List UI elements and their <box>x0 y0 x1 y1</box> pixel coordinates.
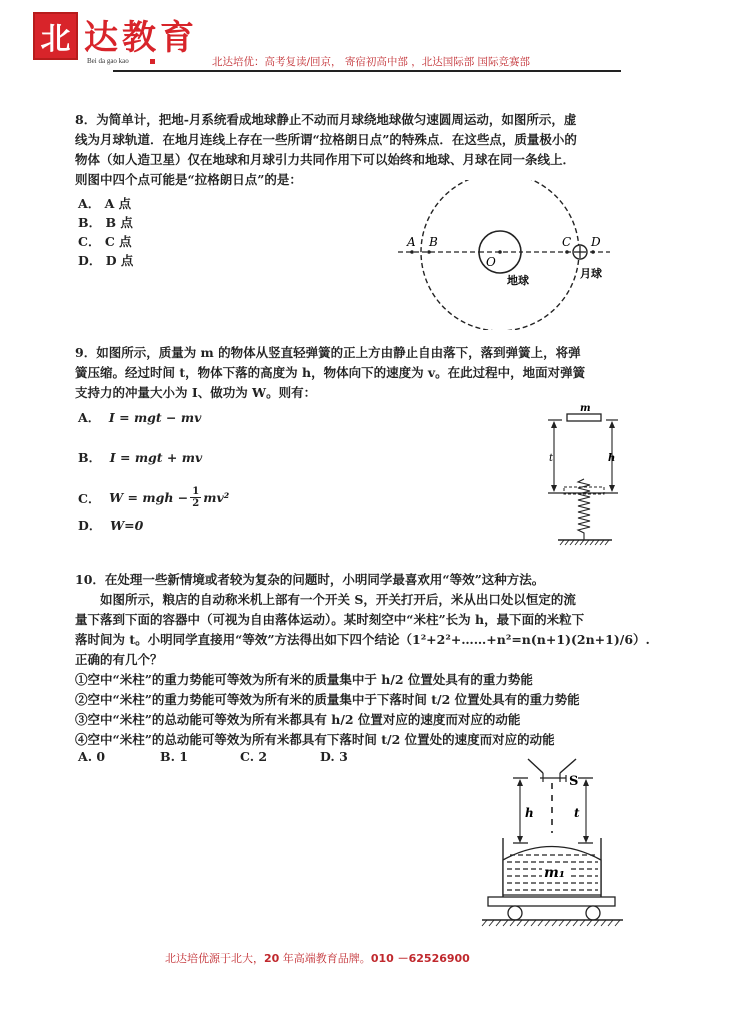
arrow-h-head-down <box>609 485 615 492</box>
q10-line: 量下落到下面的容器中（可视为自由落体运动）。某时刻空中“米柱”长为 h，最下面的米粒下 <box>75 612 585 627</box>
footer-text: 北达培优源于北大， <box>165 952 264 965</box>
option-text: C 点 <box>104 234 132 249</box>
label-o: O <box>486 255 496 269</box>
arrow-t-head-down <box>551 485 557 492</box>
q9-option-c <box>78 486 229 509</box>
cart-wheel-right <box>586 906 600 920</box>
label-m1: m₁ <box>544 865 565 881</box>
q9-option-d <box>78 516 143 534</box>
logo-dot <box>150 59 155 64</box>
cart-wheel-left <box>508 906 522 920</box>
option-text-post: mv² <box>203 490 230 505</box>
option-text: B 点 <box>105 215 133 230</box>
q8-line: 物体（如人造卫星）仅在地球和月球引力共同作用下可以始终和地球、月球在同一条线上． <box>75 152 576 167</box>
fraction <box>190 486 201 509</box>
footer-years: 20 <box>264 952 280 965</box>
logo-char: 北 <box>40 22 71 57</box>
option-text: W=0 <box>110 518 144 533</box>
label-c: C <box>562 235 572 249</box>
q10-statements <box>75 670 655 750</box>
arrow-h-head-down <box>517 836 523 843</box>
option-letter: D． <box>78 253 102 268</box>
option-text: I = mgt − mv <box>108 410 202 425</box>
header-rule <box>113 70 621 72</box>
hopper-right <box>560 759 576 773</box>
logo-mark <box>33 12 78 60</box>
label-t: t <box>549 453 554 464</box>
footer <box>165 950 470 966</box>
q8-line: 则图中四个点可能是“拉格朗日点”的是： <box>75 172 302 187</box>
option-letter: C． <box>78 234 101 249</box>
q10-line: 10．在处理一些新情境或者较为复杂的问题时，小明同学最喜欢用“等效”这种方法。 <box>75 572 545 587</box>
ground-hatch <box>482 920 620 926</box>
label-t: t <box>574 806 580 820</box>
q9-stem <box>75 343 645 403</box>
option-letter: B． <box>78 215 102 230</box>
q10-option-c: C. 2 <box>240 749 268 764</box>
option-letter: D． <box>78 518 102 533</box>
option-letter: C． <box>78 490 101 506</box>
label-moon: 月球 <box>580 267 602 280</box>
option-letter: A． <box>78 196 101 211</box>
label-s: S <box>569 774 579 789</box>
q10-line: 正确的有几个？ <box>75 652 163 667</box>
q9-line: 支持力的冲量大小为 I、做功为 W。则有： <box>75 385 317 400</box>
q8-option-a <box>78 194 131 212</box>
label-h: h <box>608 453 616 464</box>
footer-phone: 010 －62526900 <box>370 952 470 965</box>
hopper-left <box>528 759 543 773</box>
q8-stem <box>75 110 635 190</box>
q10-rice-machine-figure <box>460 755 640 935</box>
option-letter: A． <box>78 410 101 425</box>
arrow-t-head-down <box>583 836 589 843</box>
label-m: m <box>580 403 591 414</box>
footer-text-2: 年高端教育品牌。 <box>279 952 371 965</box>
q8-option-b <box>78 213 133 231</box>
label-earth: 地球 <box>507 274 529 287</box>
q10-statement: ①空中“米柱”的重力势能可等效为所有米的质量集中于 h/2 位置处具有的重力势能 <box>75 672 533 687</box>
logo-pinyin: Bei da gao kao <box>87 57 129 65</box>
arrow-t-head-up <box>551 421 557 428</box>
point-c <box>565 250 569 254</box>
label-d: D <box>591 235 601 249</box>
spring <box>578 479 590 540</box>
q9-line: 9．如图所示，质量为 m 的物体从竖直轻弹簧的正上方由静止自由落下，落到弹簧上，将弹 <box>75 345 581 360</box>
q10-statement: ②空中“米柱”的重力势能可等效为所有米的质量集中于下落时间 t/2 位置处具有的重力势能 <box>75 692 580 707</box>
q10-option-a: A. 0 <box>78 749 106 764</box>
arrow-h-head-up <box>609 421 615 428</box>
q9-spring-figure <box>530 395 630 555</box>
q10-statement: ③空中“米柱”的总动能可等效为所有米都具有 h/2 位置对应的速度而对应的动能 <box>75 712 521 727</box>
q10-option-b: B. 1 <box>160 749 188 764</box>
arrow-h-head-up <box>517 779 523 786</box>
q10-line: 落时间为 t。小明同学直接用“等效”方法得出如下四个结论（1²+2²+……+n²=n(n+1)(2n+1)/6）. <box>75 632 650 647</box>
option-letter: B． <box>78 450 102 465</box>
q8-line: 线为月球轨道．在地月连线上存在一些所谓“拉格朗日点”的特殊点．在这些点，质量极小的 <box>75 132 577 147</box>
q10-line: 如图所示，粮店的自动称米机上部有一个开关 S，开关打开后，米从出口处以恒定的流 <box>75 592 576 607</box>
option-text: A 点 <box>104 196 132 211</box>
option-text: I = mgt + mv <box>109 450 203 465</box>
q9-option-a <box>78 408 201 426</box>
q9-line: 簧压缩。经过时间 t，物体下落的高度为 h，物体向下的速度为 v。在此过程中，地面对弹簧 <box>75 365 586 380</box>
header-tagline: 北达培优：高考复读/回京， 寄宿初高中部 ，北达国际部 国际竞赛部 <box>212 56 531 68</box>
point-a <box>410 250 414 254</box>
fraction-denominator: 2 <box>192 498 200 509</box>
cart-platform <box>488 897 615 906</box>
label-a: A <box>407 235 416 249</box>
point-d <box>591 250 595 254</box>
option-text: D 点 <box>105 253 134 268</box>
q8-orbit-figure <box>390 180 630 330</box>
arrow-t-head-up <box>583 779 589 786</box>
point-o <box>498 250 502 254</box>
q10-statement: ④空中“米柱”的总动能可等效为所有米都具有下落时间 t/2 位置处的速度而对应的动能 <box>75 732 555 747</box>
logo-name: 达教育 <box>84 18 198 58</box>
q10-option-d: D. 3 <box>320 749 348 764</box>
option-text: W = mgh − <box>109 490 189 505</box>
q8-option-d <box>78 251 133 269</box>
q8-line: 8．为简单计，把地-月系统看成地球静止不动而月球绕地球做匀速圆周运动，如图所示，虚 <box>75 112 577 127</box>
point-b <box>427 250 431 254</box>
q8-option-c <box>78 232 132 250</box>
label-b: B <box>429 235 438 249</box>
q10-stem <box>75 570 655 670</box>
mass-block <box>567 414 601 421</box>
fraction-numerator: 1 <box>192 486 200 497</box>
label-h: h <box>525 806 534 820</box>
q9-option-b <box>78 448 202 466</box>
